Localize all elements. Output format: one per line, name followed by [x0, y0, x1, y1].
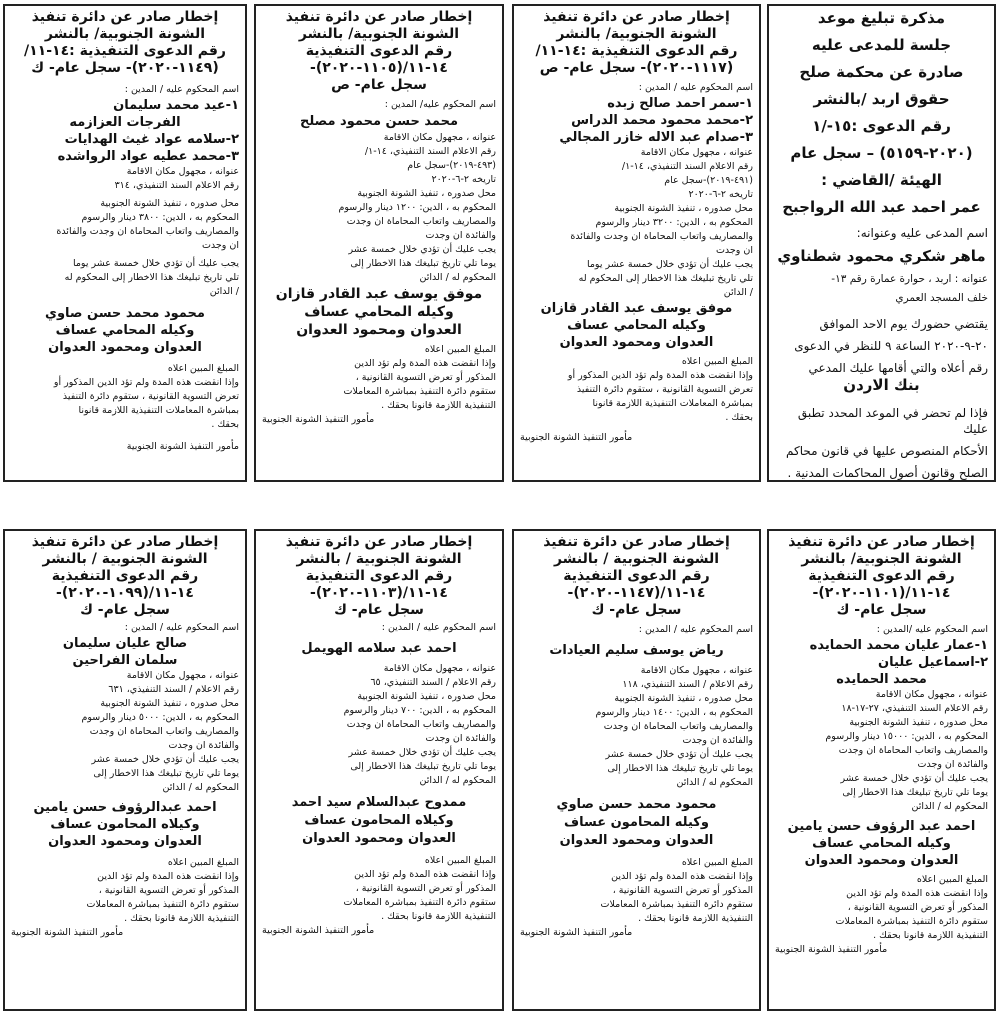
creditor-lawyer: وكيله المحامي عساف	[567, 318, 706, 333]
notice-header: إخطار صادر عن دائرة تنفيذ	[31, 534, 219, 550]
footer-line: وإذا انقضت هذه المدة ولم تؤد الدين	[846, 888, 988, 899]
creditor-name: محمود محمد حسن صاوي	[556, 797, 717, 812]
footer-line: وإذا انقضت هذه المدة ولم تؤد الدين	[354, 869, 496, 880]
creditor-lawyer: وكيله المحامي عساف	[812, 836, 951, 851]
execution-notice	[254, 4, 504, 482]
detail-line: عنوانه ، مجهول مكان الاقامة	[126, 670, 239, 681]
debtor-name: ١-عيد محمد سليمان	[113, 98, 239, 113]
address-line: عنوانه : اربد ، حوارة عمارة رقم ١٣-	[831, 273, 988, 285]
case-number: رقم الدعوى التنفيذية	[808, 568, 955, 584]
creditor-name: موفق يوسف عبد القادر قازان	[275, 286, 483, 302]
detail-line: رقم الاعلام السند التنفيذي، ١٤-١/	[621, 161, 753, 172]
detail-line: والفائدة ان وجدت	[168, 740, 239, 751]
detail-line: يوما تلي تاريخ تبليغك هذا الاخطار إلى	[350, 258, 496, 269]
detail-line: المحكوم له / الدائن	[419, 775, 496, 786]
detail-line: يجب عليك أن تؤدي خلال خمسة عشر	[91, 754, 239, 765]
footer-line: المبلغ المبين اعلاه	[167, 363, 239, 374]
debtor-label: اسم المحكوم عليه / المدين :	[381, 622, 496, 633]
case-number: ١٤-١١/(١١٠١-٢٠٢٠)-	[812, 585, 951, 601]
debtor-label: اسم المحكوم عليه / المدين :	[124, 622, 239, 633]
creditor-lawyer: العدوان ومحمود العدوان	[296, 322, 462, 338]
footer-line: المذكور أو تعرض التسوية القانونية ،	[98, 885, 239, 896]
notice-header: إخطار صادر عن دائرة تنفيذ	[285, 9, 473, 25]
case-number: رقم الدعوى التنفيذية	[563, 568, 710, 584]
creditor-lawyer: وكيله المحامون عساف	[564, 815, 709, 830]
detail-line: رقم الاعلام / السند التنفيذي، ١١٨	[622, 679, 753, 690]
detail-line: يوما تلي تاريخ تبليغك هذا الاخطار إلى	[93, 768, 239, 779]
detail-line: محل صدوره ، تنفيذ الشونة الجنوبية	[849, 717, 988, 728]
case-number: ١٤-١١/(١١٠٣-٢٠٢٠)-	[310, 585, 448, 601]
case-number: ١٤-١١/(١٠٩٩-٢٠٢٠)-	[56, 585, 194, 601]
creditor-lawyer: وكيله المحامي عساف	[304, 304, 454, 320]
detail-line: تلي تاريخ تبليغك هذا الاخطار إلى المحكوم له	[64, 272, 239, 283]
case-number: سجل عام- ك	[836, 602, 927, 618]
panel-label: الهيئة /القاضي :	[821, 171, 942, 189]
detail-line: تاريخه ٢-٦-٢٠٢٠	[688, 189, 753, 200]
title-line: حقوق اربد /بالنشر	[813, 90, 950, 108]
detail-line: محل صدوره ، تنفيذ الشونة الجنوبية	[614, 203, 753, 214]
body-line: رقم أعلاه والتي أقامها عليك المدعي	[808, 361, 988, 375]
defendant-name: ماهر شكري محمود شطناوي	[777, 247, 986, 265]
detail-line: رقم الاعلام / السند التنفيذي، ٦٣١	[108, 684, 239, 695]
detail-line: محل صدوره ، تنفيذ الشونة الجنوبية	[100, 698, 239, 709]
footer-line: ستقوم دائرة التنفيذ بمباشرة المعاملات	[343, 386, 496, 397]
debtor-label: اسم المحكوم عليه/ المدين :	[384, 99, 496, 110]
detail-line: يجب عليك أن تؤدي خلال خمسة عشر	[348, 244, 496, 255]
debtor-name: ١-عمار عليان محمد الحمايده	[809, 638, 988, 653]
detail-line: والمصاريف واتعاب المحاماة ان وجدت	[603, 721, 753, 732]
title-line: صادرة عن محكمة صلح	[799, 63, 964, 81]
footer-line: بحقك .	[211, 419, 239, 430]
creditor-lawyer: وكيلاه المحامون عساف	[304, 813, 454, 828]
notice-header: الشونة الجنوبية/ بالنشر	[556, 26, 717, 42]
case-number: سجل عام- ص	[331, 77, 427, 93]
detail-line: والمصاريف واتعاب المحاماة ان وجدت	[346, 216, 496, 227]
footer-line: التنفيذية اللازمة قانونا بحقك .	[638, 913, 753, 924]
detail-line: ان وجدت	[201, 240, 239, 251]
footer-line: وإذا انقضت هذه المدة ولم تؤد الدين	[97, 871, 239, 882]
detail-line: المحكوم به ، الدين: ٣٨٠٠ دينار والرسوم	[81, 212, 239, 223]
creditor-lawyer: العدوان ومحمود العدوان	[559, 335, 714, 350]
footer-line: التنفيذية اللازمة قانونا بحقك .	[381, 911, 496, 922]
signature: مأمور التنفيذ الشونة الجنوبية	[11, 927, 124, 938]
detail-line: / الدائن	[723, 287, 753, 298]
debtor-name: ٢-اسماعيل عليان	[878, 655, 988, 670]
debtor-name: رياض يوسف سليم العيادات	[549, 643, 724, 658]
execution-notice	[3, 529, 247, 1011]
signature: مأمور التنفيذ الشونة الجنوبية	[126, 441, 239, 452]
detail-line: تلي تاريخ تبليغك هذا الاخطار إلى المحكوم له	[578, 273, 753, 284]
footer-line: المبلغ المبين اعلاه	[167, 857, 239, 868]
defendant-label: اسم المدعى عليه وعنوانه:	[856, 226, 988, 240]
detail-line: المحكوم له / الدائن	[676, 777, 753, 788]
detail-line: المحكوم به ، الدين: ٥٠٠٠ دينار والرسوم	[81, 712, 239, 723]
notice-header: إخطار صادر عن دائرة تنفيذ	[285, 534, 473, 550]
footer-line: التنفيذية اللازمة قانونا بحقك .	[124, 913, 239, 924]
detail-line: المحكوم له / الدائن	[911, 801, 988, 812]
signature: مأمور التنفيذ الشونة الجنوبية	[520, 432, 633, 443]
detail-line: يوما تلي تاريخ تبليغك هذا الاخطار إلى	[350, 761, 496, 772]
case-number: (١١٤٩-٢٠٢٠)- سجل عام- ك	[31, 60, 219, 76]
execution-notice	[254, 529, 504, 1011]
execution-notice	[512, 529, 761, 1011]
detail-line: تاريخه ٢-٦-٢٠٢٠	[431, 174, 496, 185]
summons-title	[775, 9, 988, 190]
detail-line: يجب عليك أن تؤدي خلال خمسة عشر	[348, 747, 496, 758]
detail-line: والمصاريف واتعاب المحاماة ان وجدت	[346, 719, 496, 730]
detail-line: المحكوم به ، الدين: ١٥٠٠٠ دينار والرسوم	[825, 731, 988, 742]
detail-line: يجب عليك أن تؤدي خلال خمسة عشر يوما	[72, 258, 239, 269]
case-number: (١١١٧-٢٠٢٠)- سجل عام- ص	[539, 60, 734, 76]
notice-header: إخطار صادر عن دائرة تنفيذ	[543, 9, 730, 25]
creditor-name: ممدوح عبدالسلام سيد احمد	[291, 795, 467, 810]
detail-line: والمصاريف واتعاب المحاماة ان وجدت والفائدة	[56, 226, 239, 237]
closing-line: الأحكام المنصوص عليها في قانون محاكم	[786, 444, 988, 458]
detail-line: والفائدة ان وجدت	[425, 733, 496, 744]
debtor-label: اسم المحكوم عليه / المدين :	[638, 82, 753, 93]
plaintiff-name: بنك الاردن	[843, 376, 920, 394]
footer-line: بمباشرة المعاملات التنفيذية اللازمة قانونا	[78, 405, 239, 416]
detail-line: عنوانه ، مجهول مكان الاقامة	[383, 132, 496, 143]
debtor-name: ٢-محمد محمود محمد الدراس	[571, 113, 753, 128]
footer-line: تعرض التسوية القانونية ، ستقوم دائرة التنفيذ	[62, 391, 239, 402]
detail-line: والفائدة ان وجدت	[682, 735, 753, 746]
case-number: رقم الدعوى التنفيذية	[305, 43, 453, 59]
title-line: مذكرة تبليغ موعد	[817, 9, 946, 27]
footer-line: ستقوم دائرة التنفيذ بمباشرة المعاملات	[835, 916, 988, 927]
footer-line: ستقوم دائرة التنفيذ بمباشرة المعاملات	[343, 897, 496, 908]
execution-notice	[767, 529, 996, 1011]
detail-line: المحكوم له / الدائن	[419, 272, 496, 283]
footer-line: المذكور أو تعرض التسوية القانونية ،	[612, 885, 753, 896]
debtor-label: اسم المحكوم عليه / المدين :	[124, 84, 239, 95]
detail-line: يجب عليك أن تؤدي خلال خمسة عشر	[840, 773, 988, 784]
detail-line: عنوانه ، مجهول مكان الاقامة	[383, 663, 496, 674]
notice-header: الشونة الجنوبية/ بالنشر	[801, 551, 962, 567]
creditor-lawyer: العدوان ومحمود العدوان	[48, 834, 202, 849]
detail-line: المحكوم به ، الدين: ٣٢٠٠ دينار والرسوم	[595, 217, 753, 228]
footer-line: وإذا انقضت هذه المدة ولم تؤد الدين	[611, 871, 753, 882]
detail-line: رقم الاعلام السند التنفيذي، ٢٧-١٧-١٨	[841, 703, 988, 714]
signature: مأمور التنفيذ الشونة الجنوبية	[520, 927, 633, 938]
creditor-name: موفق يوسف عبد القادر قازان	[540, 301, 733, 316]
footer-line: المبلغ المبين اعلاه	[681, 356, 753, 367]
debtor-name: سلمان الفراحين	[72, 653, 178, 668]
creditor-lawyer: العدوان ومحمود العدوان	[302, 831, 456, 846]
debtor-name: محمد الحمايده	[836, 672, 927, 687]
creditor-name: احمد عبد الرؤوف حسن يامين	[787, 819, 976, 834]
case-number: (٢٠٢٠-٥١٥٩) – سجل عام	[790, 144, 973, 162]
footer-line: ستقوم دائرة التنفيذ بمباشرة المعاملات	[600, 899, 753, 910]
case-number: رقم الدعوى التنفيذية :١٤-١١/	[535, 43, 738, 59]
debtor-name: ٣-محمد عطيه عواد الرواشده	[57, 149, 239, 164]
case-number: سجل عام- ك	[591, 602, 682, 618]
footer-line: المذكور أو تعرض التسوية القانونية ،	[847, 902, 988, 913]
case-number: رقم الدعوى التنفيذية	[305, 568, 453, 584]
footer-line: بمباشرة المعاملات التنفيذية اللازمة قانونا	[592, 398, 753, 409]
case-number: سجل عام- ك	[334, 602, 424, 618]
footer-line: المذكور أو تعرض التسوية القانونية ،	[355, 372, 496, 383]
detail-line: يوما تلي تاريخ تبليغك هذا الاخطار إلى	[607, 763, 753, 774]
detail-line: رقم الاعلام / السند التنفيذي، ٦٥	[370, 677, 496, 688]
creditor-lawyer: العدوان ومحمود العدوان	[804, 853, 959, 868]
body-line: يقتضي حضورك يوم الاحد الموافق	[819, 317, 988, 331]
detail-line: عنوانه ، مجهول مكان الاقامة	[640, 147, 753, 158]
case-number: سجل عام- ك	[80, 602, 170, 618]
footer-line: وإذا انقضت هذه المدة ولم تؤد الدين المذكور أو	[53, 377, 239, 388]
detail-line: محل صدوره ، تنفيذ الشونة الجنوبية	[614, 693, 753, 704]
detail-line: والمصاريف واتعاب المحاماة ان وجدت	[89, 726, 239, 737]
notice-header: الشونة الجنوبية/ بالنشر	[44, 26, 206, 42]
body-line: ٢٠-٩-٢٠٢٠ الساعة ٩ للنظر في الدعوى	[794, 339, 988, 353]
creditor-lawyer: العدوان ومحمود العدوان	[48, 340, 202, 355]
case-number: رقم الدعوى التنفيذية :١٤-١١/	[24, 43, 226, 59]
detail-line: رقم الاعلام السند التنفيذي، ١٤-١/	[364, 146, 496, 157]
detail-line: يجب عليك أن تؤدي خلال خمسة عشر	[605, 749, 753, 760]
detail-line: (٤٩١-٢٠١٩)-سجل عام	[664, 175, 753, 186]
detail-line: (٤٩٣-٢٠١٩)-سجل عام	[407, 160, 496, 171]
case-number: رقم الدعوى التنفيذية	[51, 568, 199, 584]
detail-line: / الدائن	[209, 286, 239, 297]
notice-header: الشونة الجنوبية/ بالنشر	[298, 26, 460, 42]
footer-line: المبلغ المبين اعلاه	[424, 855, 496, 866]
detail-line: محل صدوره ، تنفيذ الشونة الجنوبية	[357, 188, 496, 199]
footer-line: المبلغ المبين اعلاه	[424, 344, 496, 355]
execution-notice	[512, 4, 761, 482]
signature: مأمور التنفيذ الشونة الجنوبية	[775, 944, 888, 955]
signature: مأمور التنفيذ الشونة الجنوبية	[262, 414, 375, 425]
execution-notice	[3, 4, 247, 482]
court-summons-notice	[767, 4, 996, 482]
creditor-lawyer: وكيلاه المحامون عساف	[50, 817, 200, 832]
footer-line: المبلغ المبين اعلاه	[681, 857, 753, 868]
creditor-lawyer: وكيله المحامي عساف	[55, 323, 195, 338]
detail-line: والمصاريف واتعاب المحاماة ان وجدت والفائدة	[570, 231, 753, 242]
title-line: جلسة للمدعى عليه	[811, 36, 952, 54]
detail-line: محل صدوره ، تنفيذ الشونة الجنوبية	[357, 691, 496, 702]
notice-header: إخطار صادر عن دائرة تنفيذ	[788, 534, 975, 550]
footer-line: تعرض التسوية القانونية ، ستقوم دائرة التنفيذ	[576, 384, 753, 395]
detail-line: المحكوم به ، الدين: ١٤٠٠ دينار والرسوم	[595, 707, 753, 718]
detail-line: يوما تلي تاريخ تبليغك هذا الاخطار إلى	[842, 787, 988, 798]
case-number: ١٤-١١/(١١٤٧-٢٠٢٠)-	[567, 585, 706, 601]
notice-header: الشونة الجنوبية / بالنشر	[553, 551, 720, 567]
detail-line: رقم الاعلام السند التنفيذي، ٣١٤	[114, 180, 239, 191]
closing-line: فإذا لم تحضر في الموعد المحدد تطبق عليك	[797, 406, 988, 436]
detail-line: المحكوم له / الدائن	[162, 782, 239, 793]
detail-line: عنوانه ، مجهول مكان الاقامة	[126, 166, 239, 177]
debtor-label: اسم المحكوم عليه /المدين :	[876, 624, 988, 635]
debtor-name: ٢-سلامه عواد غيث الهدايات	[64, 132, 239, 147]
debtor-name: صالح عليان سليمان	[62, 636, 188, 651]
address-line: خلف المسجد العمري	[895, 292, 988, 304]
footer-line: المبلغ المبين اعلاه	[916, 874, 988, 885]
notice-header: إخطار صادر عن دائرة تنفيذ	[543, 534, 730, 550]
detail-line: والفائدة ان وجدت	[425, 230, 496, 241]
notice-header: الشونة الجنوبية / بالنشر	[296, 551, 462, 567]
creditor-lawyer: العدوان ومحمود العدوان	[559, 833, 714, 848]
debtor-label: اسم المحكوم عليه / المدين :	[638, 624, 753, 635]
footer-line: المذكور أو تعرض التسوية القانونية ،	[355, 883, 496, 894]
notice-header: الشونة الجنوبية / بالنشر	[42, 551, 208, 567]
signature: مأمور التنفيذ الشونة الجنوبية	[262, 925, 375, 936]
detail-line: عنوانه ، مجهول مكان الاقامة	[875, 689, 988, 700]
footer-line: التنفيذية اللازمة قانونا بحقك .	[873, 930, 988, 941]
case-number: رقم الدعوى :١٥-/١	[812, 117, 951, 135]
judge-name: عمر احمد عبد الله الرواجبح	[782, 198, 981, 216]
debtor-name: ١-سمر احمد صالح زبده	[607, 96, 753, 111]
debtor-name: محمد حسن محمود مصلح	[299, 114, 458, 129]
creditor-name: محمود محمد حسن صاوي	[45, 306, 205, 321]
debtor-name: احمد عبد سلامه الهويمل	[301, 641, 457, 656]
detail-line: محل صدوره ، تنفيذ الشونة الجنوبية	[100, 198, 239, 209]
case-number: ١٤-١١/(١١٠٥-٢٠٢٠)-	[310, 60, 448, 76]
detail-line: المحكوم به ، الدين: ١٢٠٠ دينار والرسوم	[338, 202, 496, 213]
detail-line: عنوانه ، مجهول مكان الاقامة	[640, 665, 753, 676]
footer-line: بحقك .	[725, 412, 753, 423]
closing-line: الصلح وقانون أصول المحاكمات المدنية .	[787, 466, 988, 480]
debtor-name: الفرجات العزازمه	[69, 115, 181, 130]
debtor-name: ٣-صدام عبد الاله خازر المجالي	[559, 130, 753, 145]
footer-line: التنفيذية اللازمة قانونا بحقك .	[381, 400, 496, 411]
detail-line: يجب عليك أن تؤدي خلال خمسة عشر يوما	[586, 259, 753, 270]
detail-line: والفائدة ان وجدت	[917, 759, 988, 770]
footer-line: وإذا انقضت هذه المدة ولم تؤد الدين المذكور أو	[567, 370, 753, 381]
detail-line: ان وجدت	[715, 245, 753, 256]
notice-header: إخطار صادر عن دائرة تنفيذ	[31, 9, 219, 25]
detail-line: والمصاريف واتعاب المحاماة ان وجدت	[838, 745, 988, 756]
footer-line: وإذا انقضت هذه المدة ولم تؤد الدين	[354, 358, 496, 369]
creditor-name: احمد عبدالرؤوف حسن يامين	[33, 800, 217, 815]
detail-line: المحكوم به ، الدين: ٧٠٠ دينار والرسوم	[343, 705, 496, 716]
footer-line: ستقوم دائرة التنفيذ بمباشرة المعاملات	[86, 899, 239, 910]
